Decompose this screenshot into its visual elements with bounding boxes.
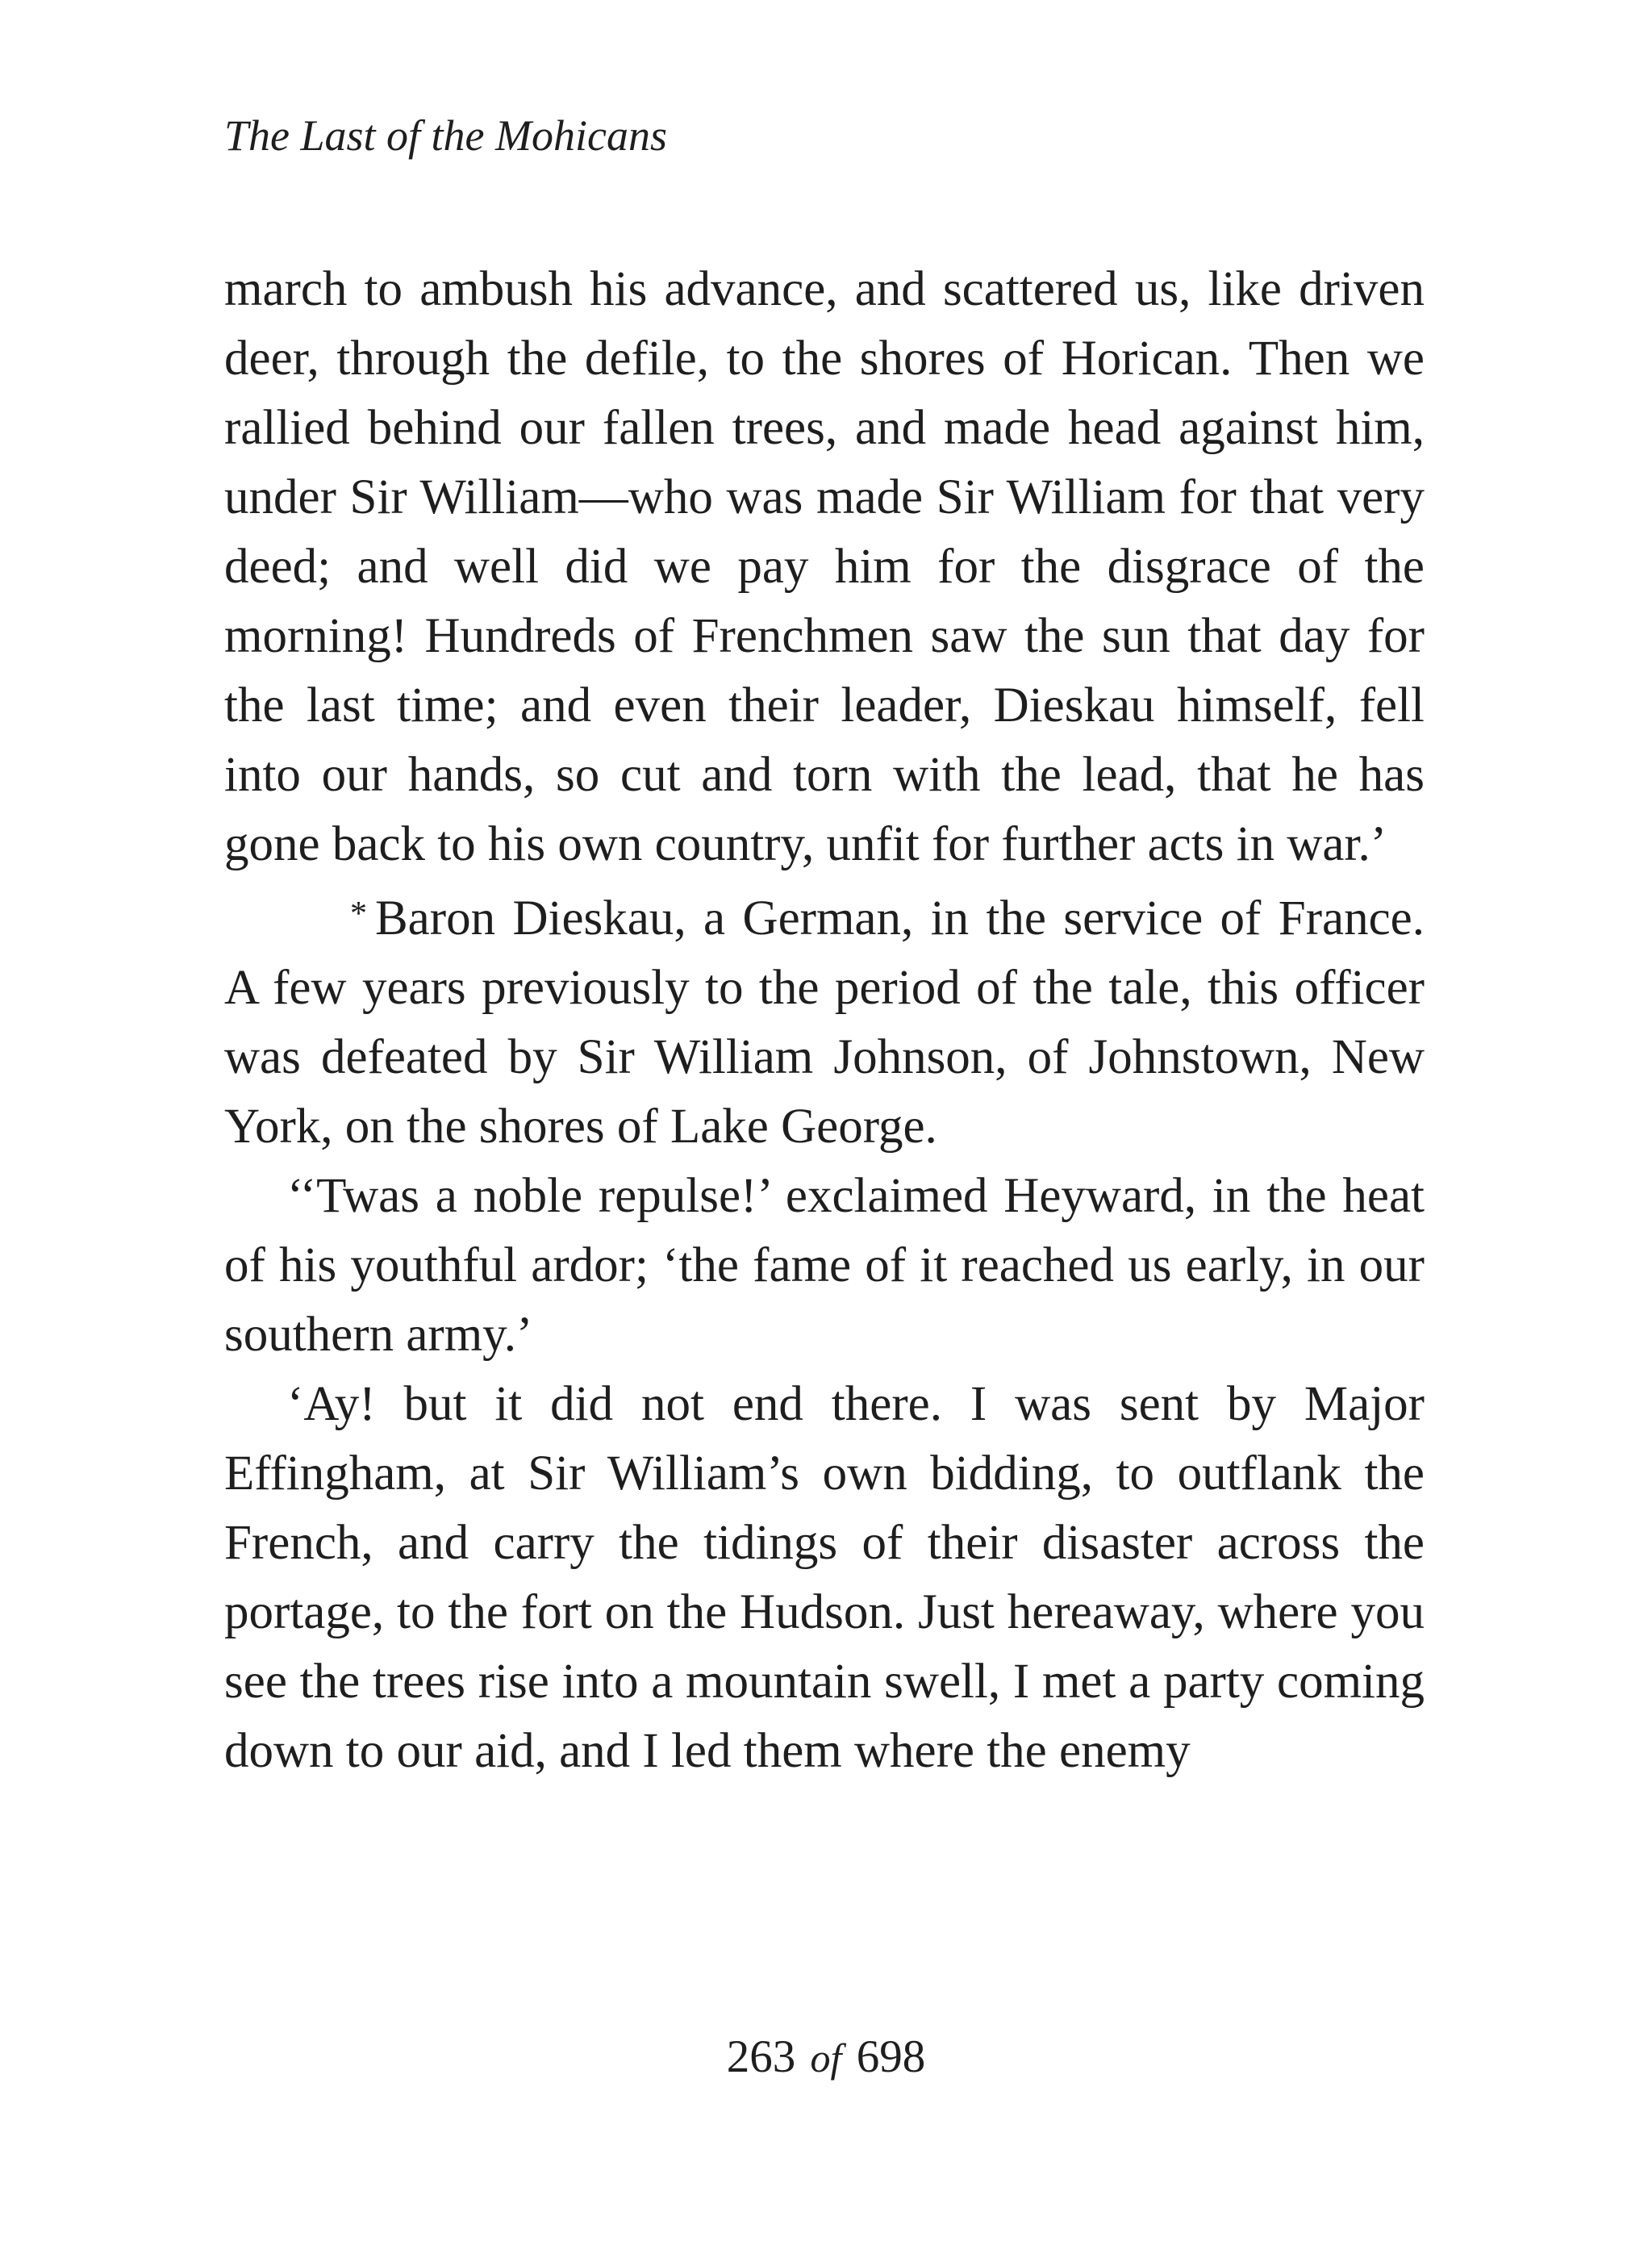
paragraph-1: march to ambush his advance, and scattered us, like driven deer, through the defile, to the shores of Horican. Then we rallied behind our fallen trees, and made head against him, under Sir William—who was made Sir William for that very deed; and well did we pay him for the disgrace of the morning! Hundreds of Frenchmen saw the sun that day for the last time; and even their leader, Dieskau himself, fell into our hands, so cut and torn with the lead, that he has gone back to his own country, unfit for further acts in war.’ (224, 262, 1425, 871)
page-number-current: 263 (726, 2031, 796, 2082)
paragraph-4: ‘Ay! but it did not end there. I was sent by Major Effingham, at Sir William’s own bidding, to outflank the French, and carry the tidings of their disaster across the portage, to the fort on the Hudson. Just hereaway, where you see the trees rise into a mountain swell, I met a party coming down to our aid, and I led them where the enemy (224, 1377, 1425, 1778)
footnote-text: Baron Dieskau, a German, in the service of France. A few years previously to the period of the tale, this officer was defeated by Sir William Johnson, of Johnstown, New York, on the shores of Lake George. (224, 891, 1425, 1154)
footnote-paragraph (224, 879, 1425, 1162)
body-text (224, 255, 1425, 1786)
page-number (0, 2025, 1652, 2090)
footnote-asterisk-icon: * (350, 895, 367, 933)
paragraph-3: ‘‘Twas a noble repulse!’ exclaimed Heyward, in the heat of his youthful ardor; ‘the fame of it reached us early, in our southern army.’ (224, 1169, 1425, 1362)
page-number-total: 698 (856, 2031, 926, 2082)
page-number-separator: of (810, 2035, 842, 2081)
running-head-title: The Last of the Mohicans (224, 111, 667, 160)
